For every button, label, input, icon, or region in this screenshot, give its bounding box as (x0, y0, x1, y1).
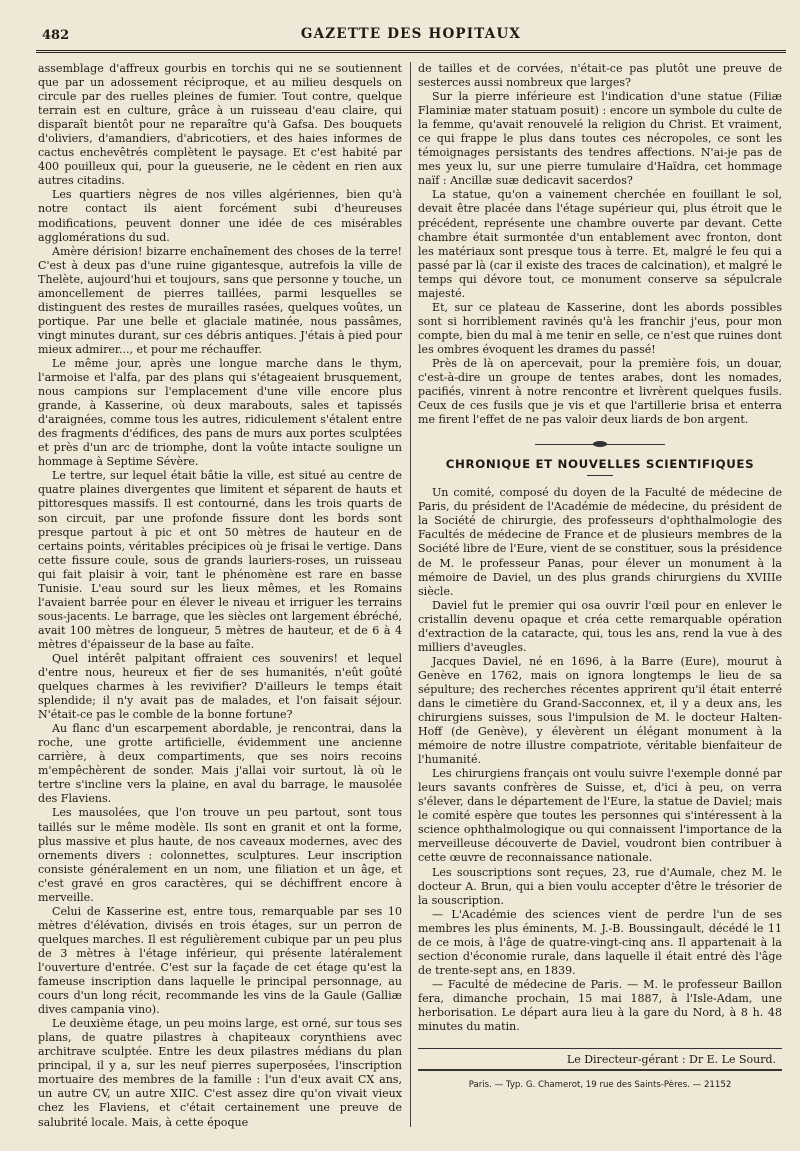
chronique-paragraph: — L'Académie des sciences vient de perdre l'un de ses membres les plus éminents, M. J.-B. Boussingault, décédé le 11 de ce mois, à l'âge de quatre-vingt-cinq ans. Il appartenait à la section d'économie rurale, dans laquelle il était entré dès l'âge de trente-sept ans, en 1839. (418, 907, 782, 977)
right-paragraph: Près de là on apercevait, pour la première fois, un douar, c'est-à-dire un groupe de tentes arabes, dont les nomades, pacifiés, vinrent à notre rencontre et livrèrent quelques fusils. Ceux de ces fusils que je vis et que l'artillerie brisa et enterra me firent l'effet de ne pas valoir deux liards de bon argent. (418, 356, 782, 427)
page-number: 482 (42, 28, 70, 43)
section-flourish-divider (535, 441, 665, 447)
chronique-paragraph: Un comité, composé du doyen de la Faculté de médecine de Paris, du président de l'Académie de médecine, du président de la Société de chirurgie, des professeurs d'ophthalmologie des Facultés de médecine de France et de plusieurs membres de la Société libre de l'Eure, vient de se constituer, sous la présidence de M. le professeur Panas, pour élever un monument à la mémoire de Daviel, un des plus grands chirurgiens du XVIIIe siècle. (418, 486, 782, 598)
journal-title: GAZETTE DES HOPITAUX (300, 26, 522, 42)
left-paragraph: Les mausolées, que l'on trouve un peu partout, sont tous taillés sur le même modèle. Ils sont en granit et ont la forme, plus massive et plus haute, de nos caveaux modernes, avec des ornements divers : colonnettes, sculptures. Leur inscription consiste généralement en un nom, une filiation et un âge, et c'est gravé en gros caractères, qui se déchiffrent encore à merveille. (38, 806, 402, 904)
left-paragraph: assemblage d'affreux gourbis en torchis qui ne se soutiennent que par un adossement réciproque, et au milieu desquels on circule par des ruelles pleines de fumier. Tout contre, quelque terrain est en culture, grâce à un ruisseau d'eau claire, qui disparaît bientôt pour ne reparaître qu'à Gafsa. Des bouquets d'oliviers, d'amandiers, d'abricotiers, et des haies informes de cactus enchevêtrés complètent le paysage. Et c'est habité par 400 pouilleux qui, pour la gueuserie, ne le cèdent en rien aux autres citadins. (38, 62, 402, 188)
section-title: CHRONIQUE ET NOUVELLES SCIENTIFIQUES (445, 457, 755, 472)
chronique-paragraph: Jacques Daviel, né en 1696, à la Barre (Eure), mourut à Genève en 1762, mais on ignora longtemps le lieu de sa sépulture; des recherches récentes apprirent qu'il était enterré dans le cimetière du Grand-Sacconnex, et, il y a deux ans, les chirurgiens suisses, sous l'impulsion de M. le docteur Halten-Hoff (de Genève), y élevèrent un élégant monument à la mémoire de notre illustre compatriote, véritable bienfaiteur de l'humanité. (418, 654, 782, 767)
right-paragraph: La statue, qu'on a vainement cherchée en fouillant le sol, devait être placée dans l'étage supérieur qui, plus étroit que le précédent, représente une chambre ouverte par devant. Cette chambre était surmontée d'un entablement avec fronton, dont les matériaux sont presque tous à terre. Et, malgré le feu qui a passé par là (car il existe des traces de calcination), et malgré le temps qui dévore tout, ce monument conserve sa sépulcrale majesté. (418, 188, 782, 300)
right-column (418, 62, 782, 1092)
footer-rule-thick (418, 1069, 782, 1071)
printer-imprint: Paris. — Typ. G. Chamerot, 19 rue des Saints-Pères. — 21152 (468, 1080, 732, 1091)
section-underline (587, 475, 613, 476)
left-paragraph: Le tertre, sur lequel était bâtie la ville, est situé au centre de quatre plaines divergentes que limitent et séparent de hauts et pittoresques massifs. Il est contourné, dans les trois quarts de son circuit, par une profonde fissure dont les bords sont presque partout à pic et ont 50 mètres de hauteur en de certains points, véritables précipices où je frisai le vertige. Dans cette fissure coule, sous de grands lauriers-roses, un ruisseau qui fait plaisir à voir, tant le phénomène est rare en basse Tunisie. L'eau sourd sur les lieux mêmes, et les Romains l'avaient barrée pour en élever le niveau et irriguer les terrains sous-jacents. Le barrage, que les siècles ont largement ébréché, avait 100 mètres de longueur, 5 mètres de hauteur, et de 6 à 4 mètres d'épaisseur de la base au faîte. (38, 469, 402, 651)
left-paragraph: Le deuxième étage, un peu moins large, est orné, sur tous ses plans, de quatre pilastres à chapiteaux corynthiens avec architrave sculptée. Entre les deux pilastres médians du plan principal, il y a, sur les neuf pierres superposées, l'inscription mortuaire des membres de la famille : l'un d'eux avait CX ans, un autre CV, un autre XIIC. C'est assez dire qu'on vivait vieux chez les Flaviens, et c'était certainement une preuve de salubrité locale. Mais, à cette époque (38, 1017, 402, 1129)
chronique-paragraph: — Faculté de médecine de Paris. — M. le professeur Baillon fera, dimanche prochain, 15 mai 1887, à l'Isle-Adam, une herborisation. Le départ aura lieu à la gare du Nord, à 8 h. 48 minutes du matin. (418, 977, 782, 1034)
left-column (38, 62, 402, 1130)
left-paragraph: Amère dérision! bizarre enchaînement des choses de la terre! C'est à deux pas d'une ruine gigantesque, autrefois la ville de Thelète, aujourd'hui et toujours, sans que personne y touche, un amoncellement de pierres taillées, parmi lesquelles se distinguent des restes de murailles rasées, quelques voûtes, un portique. Par une belle et glaciale matinée, nous passâmes, vingt minutes durant, sur ces débris antiques. J'étais à pied pour mieux admirer..., et pour me réchauffer. (38, 244, 402, 356)
chronique-paragraph: Les souscriptions sont reçues, 23, rue d'Aumale, chez M. le docteur A. Brun, qui a bien voulu accepter d'être le trésorier de la souscription. (418, 865, 782, 907)
left-paragraph: Au flanc d'un escarpement abordable, je rencontrai, dans la roche, une grotte artificielle, évidemment une ancienne carrière, à deux compartiments, que ses noirs recoins m'empêchèrent de sonder. Mais j'allai voir surtout, là où le tertre s'incline vers la plaine, en aval du barrage, le mausolée des Flaviens. (38, 722, 402, 806)
left-paragraph: Les quartiers nègres de nos villes algériennes, bien qu'à notre contact ils aient forcément subi d'heureuses modifications, peuvent donner une idée de ces misérables agglomérations du sud. (38, 188, 402, 244)
chronique-paragraph: Les chirurgiens français ont voulu suivre l'exemple donné par leurs savants confrères de Suisse, et, d'ici à peu, on verra s'élever, dans le département de l'Eure, la statue de Daviel; mais le comité espère que toutes les personnes qui s'intéressent à la science ophthalmologique ou qui connaissent l'importance de la merveilleuse découverte de Daviel, voudront bien contribuer à cette œuvre de reconnaissance nationale. (418, 767, 782, 865)
right-paragraph: de tailles et de corvées, n'était-ce pas plutôt une preuve de sesterces aussi nombreux que larges? (418, 62, 782, 90)
right-paragraph: Et, sur ce plateau de Kasserine, dont les abords possibles sont si horriblement ravinés qu'à les franchir j'eus, pour mon compte, bien du mal à me tenir en selle, ce n'est que ruines dont les ombres évoquent les drames du passé! (418, 300, 782, 356)
page-header (36, 20, 786, 53)
left-paragraph: Quel intérêt palpitant offraient ces souvenirs! et lequel d'entre nous, heureux et fier de ses humanités, n'eût goûté quelques charmes à les revivifier? D'ailleurs le temps était splendide; il n'y avait pas de malades, et l'on faisait séjour. N'était-ce pas le comble de la bonne fortune? (38, 651, 402, 722)
director-signature-line: Le Directeur-gérant : Dr E. Le Sourd. (566, 1053, 776, 1067)
chronique-paragraph: Daviel fut le premier qui osa ouvrir l'œil pour en enlever le cristallin devenu opaque et créa cette remarquable opération d'extraction de la cataracte, qui, tous les ans, rend la vue à des milliers d'aveugles. (418, 598, 782, 654)
footer-rule (418, 1048, 782, 1049)
column-divider (410, 62, 411, 1127)
right-paragraph: Sur la pierre inférieure est l'indication d'une statue (Filiæ Flaminiæ mater statuam posuit) : encore un symbole du culte de la femme, qu'avait renouvelé la religion du Christ. Et vraiment, ce qui frappe le plus dans toutes ces nécropoles, ce sont les témoignages persistants des tendres affections. N'ai-je pas de mes yeux lu, sur une pierre tumulaire d'Haïdra, cet hommage naïf : Ancillæ suæ dedicavit sacerdos? (418, 90, 782, 188)
left-paragraph: Celui de Kasserine est, entre tous, remarquable par ses 10 mètres d'élévation, divisés en trois étages, sur un perron de quelques marches. Il est régulièrement cubique par un peu plus de 3 mètres à l'étage inférieur, qui présente latéralement l'ouverture d'entrée. C'est sur la façade de cet étage qu'est la fameuse inscription dans laquelle le principal personnage, au cours d'un long récit, recommande les vins de la Gaule (Galliæ dives campania vino). (38, 904, 402, 1017)
left-paragraph: Le même jour, après une longue marche dans le thym, l'armoise et l'alfa, par des plans qui s'étageaient brusquement, nous campions sur l'emplacement d'une ville encore plus grande, à Kasserine, où deux marabouts, sales et tapissés d'araignées, comme tous les autres, ridiculement s'étalent entre des fragments d'édifices, des pans de murs aux portes sculptées et près d'un arc de triomphe, dont la voûte intacte souligne un hommage à Septime Sévère. (38, 356, 402, 469)
